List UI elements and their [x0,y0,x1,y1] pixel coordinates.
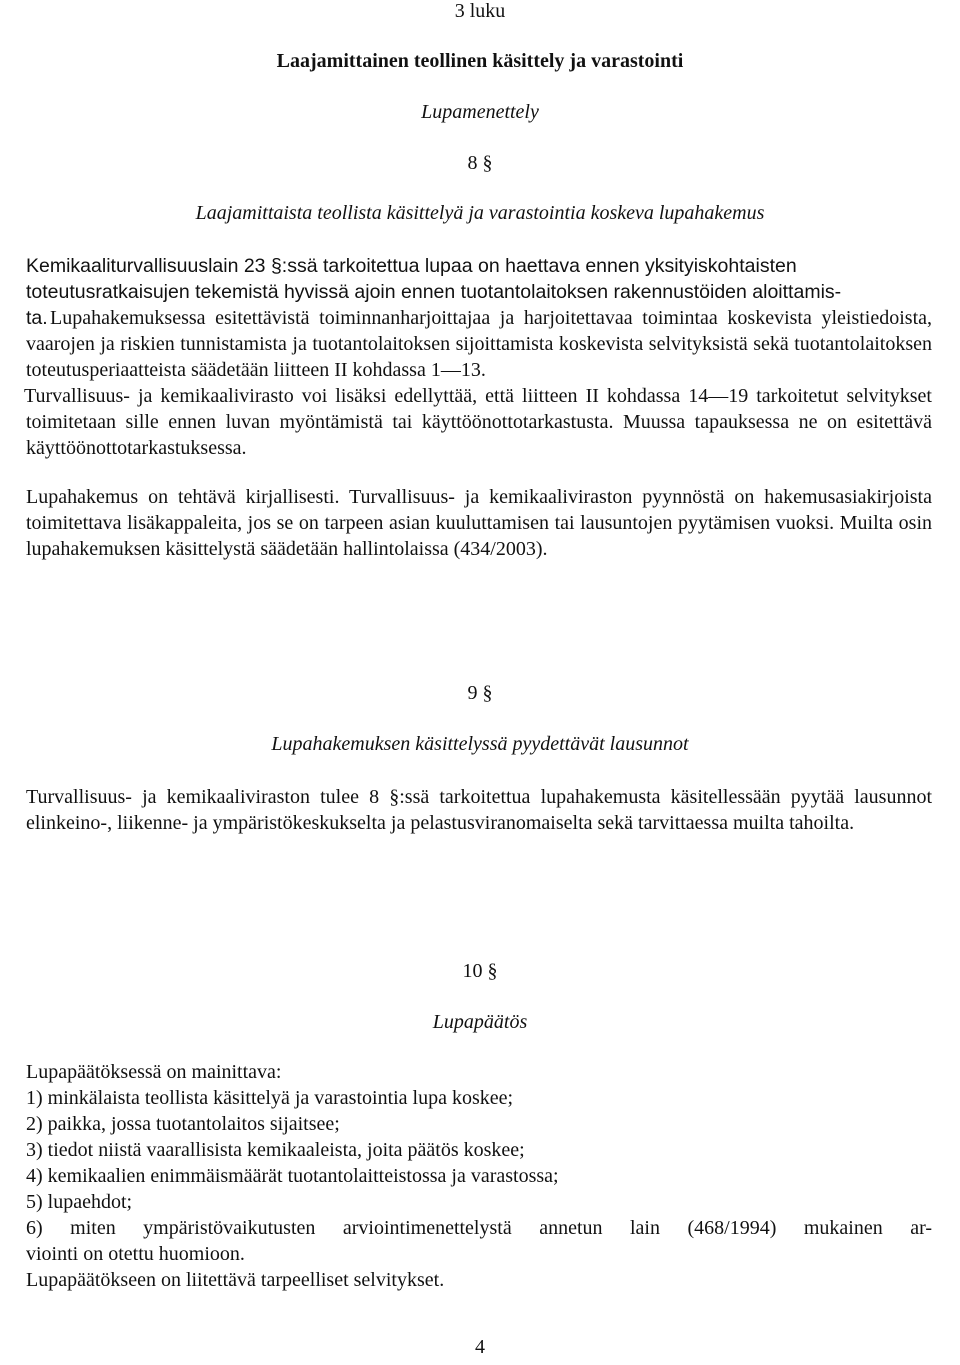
section-8-paragraph-4: Lupahakemus on tehtävä kirjallisesti. Turvallisuus- ja kemikaaliviraston pyynnöstä on hakemusasiakirjoista toimitettava lisäkappaleita, jos se on tarpeen asian kuuluttamisen tai lausuntojen pyytämisen vuoksi. Muilta osin lupahakemuksen käsittelystä säädetään hallintolaissa (434/2003). [26,486,932,560]
section-8-paragraph-3: Turvallisuus- ja kemikaalivirasto voi lisäksi edellyttää, että liitteen II kohdassa 14—19 tarkoitetut selvitykset toimitetaan sille ennen luvan myöntämistä tai käyttöönottotarkastusta. Muussa tapauksessa ne on esitettävä käyttöönottotarkastuksessa. [24,385,932,459]
list-item: 2) paikka, jossa tuotantolaitos sijaitsee; [26,1113,340,1135]
chapter-number: 3 luku [454,0,506,22]
list-item: 4) kemikaalien enimmäismäärät tuotantolaitteistossa ja varastossa; [26,1165,559,1187]
list-item: 6) miten ympäristövaikutusten arviointimenettelystä annetun lain (468/1994) mukainen ar- [26,1217,932,1239]
paragraph-line: Kemikaaliturvallisuuslain 23 §:ssä tarkoitettua lupaa on haettava ennen yksityiskohtaisten [26,255,797,277]
section-9-heading: Lupahakemuksen käsittelyssä pyydettävät lausunnot [271,733,689,755]
list-item-continuation: viointi on otettu huomioon. [26,1243,245,1265]
list-item: 5) lupaehdot; [26,1191,133,1213]
list-intro: Lupapäätöksessä on mainittava: [26,1061,282,1083]
closing-sentence: Lupapäätökseen on liitettävä tarpeelliset selvitykset. [26,1269,445,1291]
paragraph-line: toteutusratkaisujen tekemistä hyvissä ajoin ennen tuotantolaitoksen rakennustöiden aloittamis- [26,281,842,303]
section-8-heading: Laajamittaista teollista käsittelyä ja varastointia koskeva lupahakemus [195,202,765,224]
section-10-number: 10 § [462,960,498,982]
section-10-list [26,1059,932,1293]
section-8-number: 8 § [467,152,493,174]
section-9-paragraph: Turvallisuus- ja kemikaaliviraston tulee 8 §:ssä tarkoitettua lupahakemusta käsitellessään pyytää lausunnot elinkeino-, liikenne- ja ympäristökeskukselta ja pelastusviranomaiselta sekä tarvittaessa muilta tahoilta. [26,786,932,834]
list-item: 1) minkälaista teollista käsittelyä ja varastointia lupa koskee; [26,1087,514,1109]
section-group-title: Lupamenettely [421,101,539,123]
paragraph-line: ta. [26,307,48,329]
section-10-heading: Lupapäätös [432,1011,528,1033]
section-8-paragraph-2: Lupahakemuksessa esitettävistä toiminnanharjoittajaa ja harjoitettavaa toimintaa koskevista yleistiedoista, vaarojen ja riskien tunnistamista ja tuotantolaitoksen sijoittamista koskevista selvityksistä sekä tuotantolaitoksen toteutusperiaatteista säädetään liitteen II kohdassa 1—13. [26,307,932,381]
section-8-paragraph-1 [26,253,932,329]
section-9-number: 9 § [467,682,493,704]
list-item: 3) tiedot niistä vaarallisista kemikaaleista, joita päätös koskee; [26,1139,525,1161]
chapter-title: Laajamittainen teollinen käsittely ja varastointi [276,50,684,72]
page-number: 4 [475,1336,485,1358]
